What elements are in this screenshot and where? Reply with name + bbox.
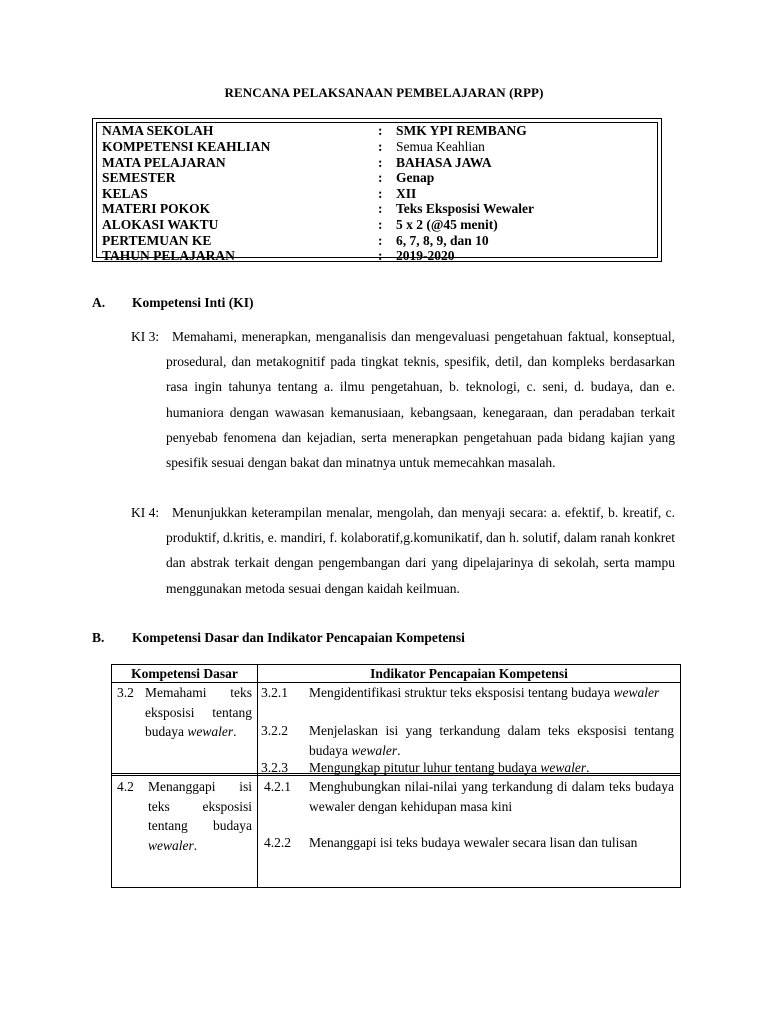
indicator-text bbox=[309, 721, 674, 760]
identity-key: NAMA SEKOLAH bbox=[102, 123, 214, 138]
indicator-text-italic: wewaler bbox=[540, 760, 587, 775]
indicator-text-italic: wewaler bbox=[351, 742, 398, 758]
kd-table bbox=[111, 664, 681, 888]
identity-colon: : bbox=[378, 155, 383, 170]
ki4-label: KI 4: bbox=[131, 505, 160, 520]
kd-text-main: Memahami teks eksposisi tentang budaya bbox=[145, 685, 252, 739]
indicator-text: Menanggapi isi teks budaya wewaler secara lisan dan tulisan bbox=[309, 835, 638, 850]
identity-box bbox=[92, 118, 662, 262]
identity-key: ALOKASI WAKTU bbox=[102, 217, 219, 232]
kd-text bbox=[148, 777, 252, 855]
identity-colon: : bbox=[378, 139, 383, 154]
ki-text: Menunjukkan keterampilan menalar, mengolah, dan menyaji secara: a. efektif, b. kreatif, c. produktif, d.kritis, e. mandiri, f. kolaboratif,g.komunikatif, dan h. solutif, dalam ranah konkret dan abstrak terkait dengan pengembangan dari yang dipelajarinya di sekolah, serta mampu menggunakan metoda sesuai dengan kaidah keilmuan. bbox=[166, 505, 675, 596]
section-title: Kompetensi Dasar dan Indikator Pencapaian Kompetensi bbox=[132, 630, 465, 645]
identity-key: MATA PELAJARAN bbox=[102, 155, 226, 170]
identity-value: BAHASA JAWA bbox=[396, 155, 492, 170]
indicator-text-italic: wewaler bbox=[613, 685, 660, 700]
document-title: RENCANA PELAKSANAAN PEMBELAJARAN (RPP) bbox=[224, 85, 544, 100]
identity-key: KOMPETENSI KEAHLIAN bbox=[102, 139, 271, 154]
identity-colon: : bbox=[378, 248, 383, 263]
header-indikator: Indikator Pencapaian Kompetensi bbox=[370, 666, 568, 681]
indicator-number: 4.2.1 bbox=[264, 779, 291, 794]
indicator-number: 3.2.2 bbox=[261, 723, 288, 738]
indicator-number: 3.2.3 bbox=[261, 760, 288, 775]
indicator-text-main: Menjelaskan isi yang terkandung dalam teks eksposisi tentang budaya bbox=[309, 723, 674, 758]
identity-key: PERTEMUAN KE bbox=[102, 233, 212, 248]
identity-value: Genap bbox=[396, 170, 435, 185]
identity-key: TAHUN PELAJARAN bbox=[102, 248, 235, 263]
indicator-number: 3.2.1 bbox=[261, 685, 288, 700]
indicator-text bbox=[309, 758, 674, 778]
identity-colon: : bbox=[378, 217, 383, 232]
identity-value: SMK YPI REMBANG bbox=[396, 123, 527, 138]
section-letter: B. bbox=[92, 630, 105, 645]
section-title: Kompetensi Inti (KI) bbox=[132, 295, 254, 310]
identity-value: 2019-2020 bbox=[396, 248, 455, 263]
indicator-text bbox=[309, 683, 674, 703]
identity-value: 6, 7, 8, 9, dan 10 bbox=[396, 233, 489, 248]
identity-value: XII bbox=[396, 186, 417, 201]
identity-box-inner bbox=[96, 122, 658, 263]
kd-number: 3.2 bbox=[117, 685, 134, 700]
indicator-text-main: Mengidentifikasi struktur teks eksposisi tentang budaya bbox=[309, 685, 611, 700]
indicator-text-end: . bbox=[586, 760, 590, 775]
header-kompetensi-dasar: Kompetensi Dasar bbox=[131, 666, 238, 681]
identity-colon: : bbox=[378, 123, 383, 138]
kd-text-italic: wewaler bbox=[148, 837, 194, 853]
identity-value: Semua Keahlian bbox=[396, 139, 485, 154]
identity-value: 5 x 2 (@45 menit) bbox=[396, 217, 498, 232]
indicator-text-main: Mengungkap pitutur luhur tentang budaya bbox=[309, 760, 537, 775]
identity-key: SEMESTER bbox=[102, 170, 176, 185]
ki3-label: KI 3: bbox=[131, 329, 160, 344]
identity-key: KELAS bbox=[102, 186, 148, 201]
kd-text-end: . bbox=[193, 837, 198, 853]
indicator-text: Menghubungkan nilai-nilai yang terkandung di dalam teks budaya wewaler dengan kehidupan masa kini bbox=[309, 779, 674, 814]
indicator-text-end: . bbox=[397, 742, 401, 758]
ki-text: Memahami, menerapkan, menganalisis dan mengevaluasi pengetahuan faktual, konseptual, prosedural, dan metakognitif pada tingkat teknis, spesifik, detil, dan kompleks berdasarkan rasa ingin tahunya tentang a. ilmu pengetahuan, b. teknologi, c. seni, d. budaya, dan e. humaniora dengan wawasan kemanusiaan, kebangsaan, kenegaraan, dan peradaban terkait penyebab fenomena dan kejadian, serta menerapkan pengetahuan pada bidang kajian yang spesifik sesuai dengan bakat dan minatnya untuk memecahkan masalah. bbox=[166, 329, 675, 471]
identity-colon: : bbox=[378, 186, 383, 201]
identity-colon: : bbox=[378, 233, 383, 248]
section-letter: A. bbox=[92, 295, 106, 310]
identity-colon: : bbox=[378, 201, 383, 216]
table-divider bbox=[257, 665, 258, 887]
kd-text bbox=[145, 683, 252, 742]
indicator-number: 4.2.2 bbox=[264, 835, 291, 850]
identity-value: Teks Eksposisi Wewaler bbox=[396, 201, 535, 216]
kd-text-main: Menanggapi isi teks eksposisi tentang budaya bbox=[148, 779, 252, 833]
identity-colon: : bbox=[378, 170, 383, 185]
identity-key: MATERI POKOK bbox=[102, 201, 211, 216]
kd-text-end: . bbox=[233, 724, 237, 739]
kd-number: 4.2 bbox=[117, 779, 134, 794]
kd-text-italic: wewaler bbox=[187, 724, 234, 739]
